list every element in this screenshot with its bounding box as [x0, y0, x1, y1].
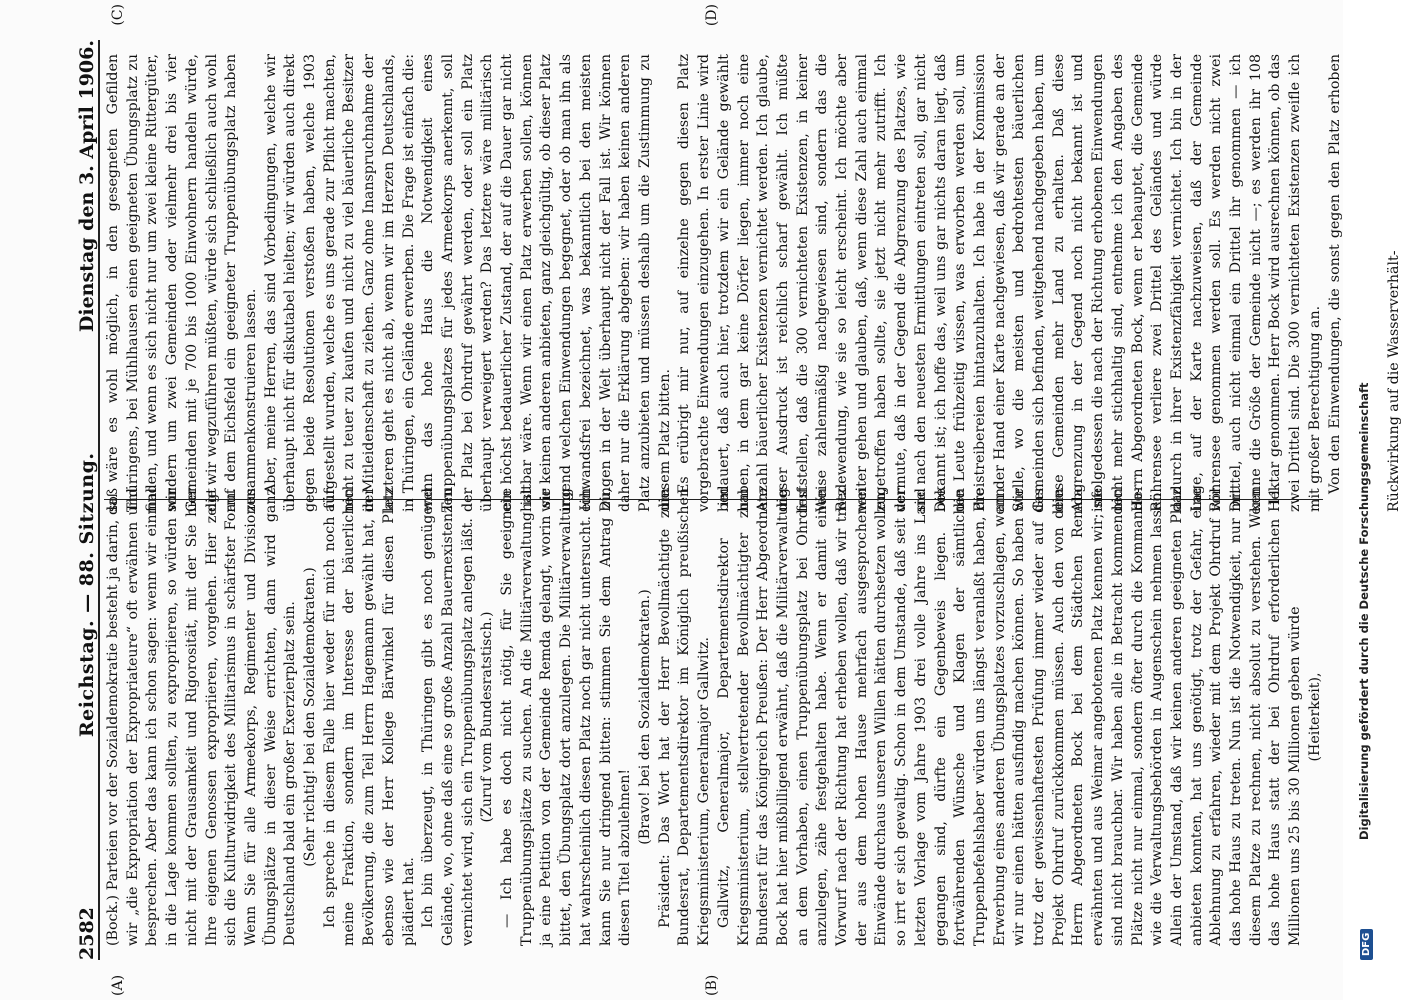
paragraph: Ich spreche in diesem Falle hier weder für mich noch für meine Fraktion, sondern im Interesse der bäuerlichen Bevölkerung, die zum Teil Herrn Hagemann gewählt hat, der ebenso wie der Herr Kollege Bärwinkel für diesen Platz plädiert hat. [321, 488, 417, 946]
page-title: Reichstag. — 88. Sitzung. [76, 452, 98, 738]
right-column [104, 54, 1402, 512]
margin-letter-d: (D) [704, 4, 720, 27]
paragraph: Von den Einwendungen, die sonst gegen den Platz erhoben Rückwirkung auf die Wasserverhält- [1326, 54, 1402, 512]
speaker-paragraph: Gallwitz, Generalmajor, Departementsdirektor im Kriegsministerium, stellvertretender Bevollmächtigter zum Bundesrat für das Königreich Preußen: Der Herr Abgeordnete Bock hat hier mißbilligend erwähnt, daß die Militärverwaltung an dem Vorhaben, einen Truppenübungsplatz bei Ohrdruf anzulegen, zähe festgehalten habe. Wenn er damit einen Vorwurf nach der Richtung hat erheben wollen, daß wir trotz der aus dem hohen Hause mehrfach ausgesprochenen Einwände durchaus unseren Willen hätten durchsetzen wollen, so irrt er sich gewaltig. Schon in dem Umstande, daß seit der letzten Vorlage vom Jahre 1903 drei volle Jahre ins Land gegangen sind, dürfte ein Gegenbeweis liegen. Die fortwährenden Wünsche und Klagen der sämtlichen Truppenbefehlshaber würden uns längst veranlaßt haben, die Erwerbung eines anderen Übungsplatzes vorzuschlagen, wenn wir nur einen hätten ausfindig machen können. So haben wir trotz der gewissenhaftesten Prüfung immer wieder auf das Projekt Ohrdruf zurückkommen müssen. Auch den von dem Herrn Abgeordneten Bock bei dem Städtchen Remda erwähnten und aus Weimar angebotenen Platz kennen wir; sie sind nicht brauchbar. Wir haben alle in Betracht kommenden Plätze nicht nur einmal, sondern öfter durch die Kommando- wie die Verwaltungsbehörden in Augenschein nehmen lassen. Allein der Umstand, daß wir keinen anderen geeigneten Platz anbieten konnten, hat uns genötigt, trotz der Gefahr, eine Ablehnung zu erfahren, wieder mit dem Projekt Ohrdruf vor das hohe Haus zu treten. Nun ist die Notwendigkeit, nur mit diesem Platze zu rechnen, nicht absolut zu verstehen. Wenn das hohe Haus statt der bei Ohrdruf erforderlichen 11 Millionen uns 25 bis 30 Millionen geben würde [715, 488, 1304, 946]
digitization-credit: Digitalisierung gefördert durch die Deutsche Forschungsgemeinschaft [1357, 382, 1371, 840]
paragraph: — Ich habe es doch nicht nötig, für Sie geeignete Truppenübungsplätze zu suchen. An die Militärverwaltung ist ja eine Petition von der Gemeinde Remda gelangt, worin sie bittet, den Übungsplatz dort anzulegen. Die Militärverwaltung hat wahrscheinlich diesen Platz noch gar nicht untersucht. Ich kann Sie nur dringend bitten: stimmen Sie dem Antrag zu, diesen Titel abzulehnen! [499, 488, 634, 946]
interjection: (Zuruf vom Bundesratstisch.) [479, 611, 496, 823]
interjection: (Sehr richtig! bei den Sozialdemokraten.) [302, 567, 319, 867]
interjection: (Bravo! bei den Sozialdemokraten.) [636, 589, 653, 845]
speaker-paragraph: Präsident: Das Wort hat der Herr Bevollmächtigte zum Bundesrat, Departementsdirektor im Königlich preußischen Kriegsministerium, Generalmajor Gallwitz. [656, 488, 713, 946]
margin-letter-b: (B) [704, 974, 720, 996]
left-column [104, 488, 1323, 946]
paragraph: so wäre es wohl möglich, in den gesegneten Gefilden Thüringens, bei Mühlhausen einen geeigneten Übungsplatz zu finden, und wenn es sich nicht nur um zwei kleine Rittergüter, sondern um zwei Gemeinden oder vielmehr drei bis vier Gemeinden mit je 700 bis 1000 Einwohnern handeln würde, die wir wegzuführen müßten, würde sich schließlich auch wohl auf dem Eichsfeld ein geeigneter Truppenübungsplatz haben zusammenkonstruieren lassen. [105, 54, 259, 512]
paragraph: (Bock.) Parteien vor der Sozialdemokratie besteht ja darin, daß wir „die Expropriation der Expropriateure“ oft erwähnen und besprechen. Aber das kann ich schon sagen: wenn wir einmal in die Lage kommen sollten, zu expropriieren, so würden wir nicht mit der Grausamkeit und Rigorosität, mit der Sie hier Ihre eigenen Genossen expropriieren, vorgehen. Hier zeigt sich die Kulturwidrigkeit des Militarismus in schärfster Form. Wenn Sie für alle Armeekorps, Regimenter und Divisionen Übungsplätze in dieser Weise errichten, dann wird ganz Deutschland bald ein großer Exerzierplatz sein. [105, 488, 299, 946]
margin-letter-a: (A) [110, 974, 126, 996]
paragraph: Ich bin überzeugt, in Thüringen gibt es noch genügend Gelände, wo, ohne daß eine so große Anzahl Bauernexistenzen vernichtet wird, sich ein Truppenübungsplatz anlegen läßt. [420, 488, 476, 946]
footer-strip [1343, 0, 1383, 1000]
interjection: (Heiterkeit), [1306, 672, 1323, 762]
session-date: Dienstag den 3. April 1906. [76, 40, 98, 333]
paragraph: Es erübrigt mir nur, auf einzelne gegen diesen Platz vorgebrachte Einwendungen einzugehen. In erster Linie wird bedauert, daß auch hier, trotzdem wir ein Gelände gewählt haben, in dem gar keine Dörfer liegen, immer noch eine Anzahl bäuerlicher Existenzen vernichtet werden. Ich glaube, dieser Ausdruck ist reichlich scharf gewählt. Ich müßte feststellen, daß die 300 vernichteten Existenzen, in keiner Weise zahlenmäßig nachgewiesen sind, sondern das die Redewendung, wie sie so leicht erscheint. Ich möchte aber weiter gehen und glauben, daß, wenn diese Zahl auch einmal zugetroffen haben sollte, sie jetzt nicht mehr zutrifft. Ich vermute, daß in der Gegend die Abgrenzung des Platzes, wie sie nach den neuesten Ermittlungen eintreten soll, gar nicht bekannt ist; ich hoffe das, weil uns gar nichts daran liegt, daß die Leute frühzeitig wissen, was erworben werden soll, um Preistreibereien hintanzuhalten. Ich habe in der Kommission an der Hand einer Karte nachgewiesen, daß wir gerade an der Stelle, wo die meisten und bedrohtesten bäuerlichen Gemeinden sich befinden, weitgehend nachgegeben haben, um diese Gemeinden mehr Land zu erhalten. Daß diese Abgrenzung in der Gegend noch nicht bekannt ist und infolgedessen die nach der Richtung erhobenen Einwendungen nicht mehr stichhaltig sind, entnehme ich den Angaben des Herrn Abgeordneten Bock, wenn er behauptet, die Gemeinde Röhrensee verliere zwei Drittel des Geländes und würde dadurch in ihrer Existenzfähigkeit vernichtet. Ich bin in der Lage, auf der Karte nachzuweisen, daß der Gemeinde Röhrensee genommen werden soll. Es werden nicht zwei Drittel, auch nicht einmal ein Drittel ihr genommen — ich kenne die Größe der Gemeinde nicht —; es werden ihr 108 Hektar genommen. Herr Bock wird ausrechnen können, ob das zwei Drittel sind. Die 300 vernichteten Existenzen zweifle ich mit großer Berechtigung an. [676, 54, 1323, 512]
page-number: 2582 [76, 907, 98, 960]
paragraph: Aber, meine Herren, das sind Vorbedingungen, welche wir überhaupt nicht für diskutabel hielten; wir würden auch direkt gegen beide Resolutionen verstoßen haben, welche 1903 aufgestellt wurden, welche es uns gerade zur Pflicht machten, nicht zu teuer zu kaufen und nicht zu viel bäuerliche Besitzer in Mitleidenschaft zu ziehen. Ganz ohne Inanspruchnahme der letzteren geht es nicht ab, wenn wir im Herzen Deutschlands, in Thüringen, ein Gelände erwerben. Die Frage ist einfach die: wenn das hohe Haus die Notwendigkeit eines Truppenübungsplatzes für jedes Armeekorps anerkennt, soll der Platz bei Ohrdruf gewährt werden, oder soll ein Platz überhaupt verweigert werden? Das letztere wäre militärisch ein höchst bedauerlicher Zustand, der auf die Dauer gar nicht haltbar wäre. Wenn wir einen Platz erwerben sollen, können wir keinen anderen anbieten, ganz gleichgültig, ob dieser Platz irgend welchen Einwendungen begegnet, oder ob man ihn als einwandsfrei bezeichnet, was bekanntlich bei den meisten Dingen in der Welt überhaupt nicht der Fall ist. Wir können daher nur die Erklärung abgeben: wir haben keinen anderen Platz anzubieten und müssen deshalb um die Zustimmung zu diesem Platz bitten. [262, 54, 673, 512]
page-header [58, 40, 100, 960]
margin-letter-c: (C) [110, 4, 126, 26]
dfg-logo: DFG [1360, 929, 1373, 960]
